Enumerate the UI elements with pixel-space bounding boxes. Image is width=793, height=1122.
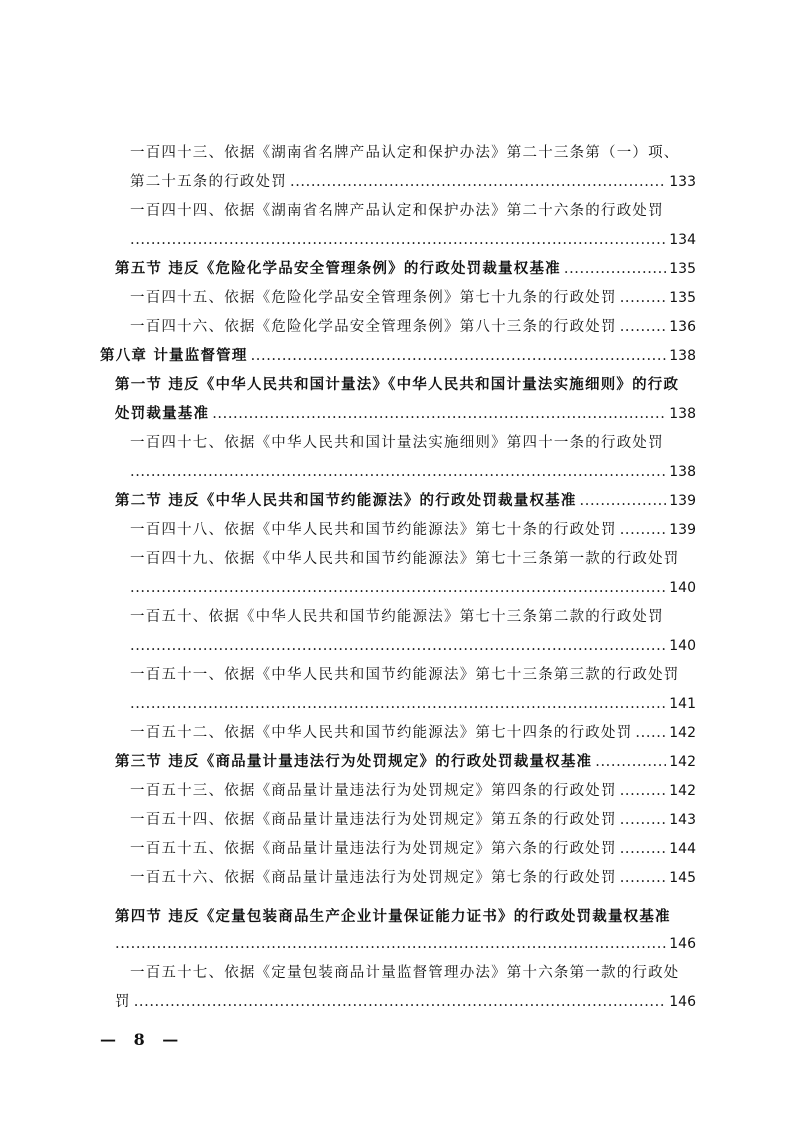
dot-leader xyxy=(620,288,667,308)
toc-entry-text: 一百四十三、依据《湖南省名牌产品认定和保护办法》第二十三条第（一）项、 xyxy=(130,145,680,161)
toc-entry[interactable] xyxy=(130,694,696,714)
toc-entry[interactable] xyxy=(130,578,696,598)
dot-leader xyxy=(212,404,666,424)
toc-page-number: 141 xyxy=(669,696,696,712)
toc-entry[interactable] xyxy=(130,230,696,250)
toc-entry-text: 一百五十五、依据《商品量计量违法行为处罚规定》第六条的行政处罚 xyxy=(130,841,617,857)
dot-leader xyxy=(580,491,667,511)
toc-page-number: 140 xyxy=(669,638,696,654)
toc-page-number: 143 xyxy=(669,812,696,828)
toc-entry[interactable] xyxy=(130,143,690,163)
toc-page-number: 136 xyxy=(669,319,696,335)
toc-entry-text: 罚 xyxy=(115,994,131,1010)
dot-leader xyxy=(620,868,667,888)
toc-entry[interactable] xyxy=(130,723,696,743)
toc-entry-text: 一百五十三、依据《商品量计量违法行为处罚规定》第四条的行政处罚 xyxy=(130,783,617,799)
dot-leader xyxy=(130,462,666,482)
toc-page-number: 140 xyxy=(669,580,696,596)
toc-entry-text: 第八章 计量监督管理 xyxy=(100,347,248,364)
dot-leader xyxy=(620,520,667,540)
toc-entry[interactable] xyxy=(130,201,696,221)
toc-page-number: 138 xyxy=(669,348,696,364)
dot-leader xyxy=(635,723,666,743)
toc-page-number: 142 xyxy=(669,783,696,799)
toc-entry[interactable] xyxy=(115,934,696,954)
toc-chapter[interactable] xyxy=(100,346,696,366)
toc-entry-text: 第一节 违反《中华人民共和国计量法》《中华人民共和国计量法实施细则》的行政 xyxy=(115,376,680,393)
toc-page-number: 142 xyxy=(669,725,696,741)
toc-entry[interactable] xyxy=(130,172,696,192)
toc-entry[interactable] xyxy=(130,665,696,685)
toc-page-number: 144 xyxy=(669,841,696,857)
toc-section[interactable] xyxy=(115,907,696,927)
toc-entry-text: 一百五十、依据《中华人民共和国节约能源法》第七十三条第二款的行政处罚 xyxy=(130,609,664,625)
toc-page-number: 139 xyxy=(669,522,696,538)
dot-leader xyxy=(564,259,666,279)
toc-entry[interactable] xyxy=(130,810,696,830)
toc-entry-text: 一百五十六、依据《商品量计量违法行为处罚规定》第七条的行政处罚 xyxy=(130,870,617,886)
toc-entry[interactable] xyxy=(130,781,696,801)
page-number-footer: — 8 — xyxy=(100,1030,185,1049)
toc-entry[interactable] xyxy=(130,636,696,656)
toc-entry[interactable] xyxy=(130,839,696,859)
toc-page-number: 146 xyxy=(669,936,696,952)
toc-page-number: 139 xyxy=(669,493,696,509)
dot-leader xyxy=(130,694,666,714)
toc-page-number: 133 xyxy=(669,174,696,190)
dot-leader xyxy=(620,839,667,859)
dot-leader xyxy=(130,636,666,656)
toc-page-number: 142 xyxy=(669,754,696,770)
toc-entry-text: 一百五十一、依据《中华人民共和国节约能源法》第七十三条第三款的行政处罚 xyxy=(130,667,680,683)
toc-entry[interactable] xyxy=(130,549,696,569)
toc-entry-text: 一百四十七、依据《中华人民共和国计量法实施细则》第四十一条的行政处罚 xyxy=(130,435,664,451)
toc-entry-text: 一百四十八、依据《中华人民共和国节约能源法》第七十条的行政处罚 xyxy=(130,522,617,538)
dot-leader xyxy=(251,346,667,366)
toc-entry[interactable] xyxy=(130,868,696,888)
toc-entry-text: 一百五十二、依据《中华人民共和国节约能源法》第七十四条的行政处罚 xyxy=(130,725,633,741)
dot-leader xyxy=(115,934,666,954)
toc-page-number: 146 xyxy=(669,994,696,1010)
toc-entry-text: 一百四十九、依据《中华人民共和国节约能源法》第七十三条第一款的行政处罚 xyxy=(130,551,680,567)
toc-section[interactable] xyxy=(115,491,696,511)
toc-entry-text: 第四节 违反《定量包装商品生产企业计量保证能力证书》的行政处罚裁量权基准 xyxy=(115,908,671,925)
dot-leader xyxy=(290,172,666,192)
toc-entry-text: 第五节 违反《危险化学品安全管理条例》的行政处罚裁量权基准 xyxy=(115,260,561,277)
toc-entry-text: 第二节 违反《中华人民共和国节约能源法》的行政处罚裁量权基准 xyxy=(115,492,577,509)
toc-page-number: 135 xyxy=(669,290,696,306)
toc-entry[interactable] xyxy=(130,963,696,983)
toc-page-number: 145 xyxy=(669,870,696,886)
toc-entry[interactable] xyxy=(130,520,696,540)
dot-leader xyxy=(620,781,667,801)
toc-entry-text: 处罚裁量基准 xyxy=(115,405,210,422)
dot-leader xyxy=(620,810,667,830)
toc-entry[interactable] xyxy=(130,462,696,482)
toc-entry-text: 一百四十四、依据《湖南省名牌产品认定和保护办法》第二十六条的行政处罚 xyxy=(130,203,664,219)
toc-entry[interactable] xyxy=(130,288,696,308)
toc-entry[interactable] xyxy=(115,992,696,1012)
toc-section[interactable] xyxy=(115,259,696,279)
toc-entry-text: 第三节 违反《商品量计量违法行为处罚规定》的行政处罚裁量权基准 xyxy=(115,753,593,770)
toc-section[interactable] xyxy=(115,375,696,395)
toc-page-number: 135 xyxy=(669,261,696,277)
dot-leader xyxy=(595,752,666,772)
dot-leader xyxy=(130,230,666,250)
toc-page-number: 134 xyxy=(669,232,696,248)
toc-page-number: 138 xyxy=(669,464,696,480)
toc-page-number: 138 xyxy=(669,406,696,422)
toc-entry-text: 一百四十六、依据《危险化学品安全管理条例》第八十三条的行政处罚 xyxy=(130,319,617,335)
dot-leader xyxy=(620,317,667,337)
toc-entry-text: 一百五十七、依据《定量包装商品计量监督管理办法》第十六条第一款的行政处 xyxy=(130,965,680,981)
toc-entry[interactable] xyxy=(130,433,696,453)
toc-entry-text: 第二十五条的行政处罚 xyxy=(130,174,287,190)
toc-entry[interactable] xyxy=(130,317,696,337)
dot-leader xyxy=(134,992,667,1012)
toc-section[interactable] xyxy=(115,404,696,424)
toc-entry-text: 一百四十五、依据《危险化学品安全管理条例》第七十九条的行政处罚 xyxy=(130,290,617,306)
toc-section[interactable] xyxy=(115,752,696,772)
toc-entry[interactable] xyxy=(130,607,696,627)
toc-entry-text: 一百五十四、依据《商品量计量违法行为处罚规定》第五条的行政处罚 xyxy=(130,812,617,828)
dot-leader xyxy=(130,578,666,598)
